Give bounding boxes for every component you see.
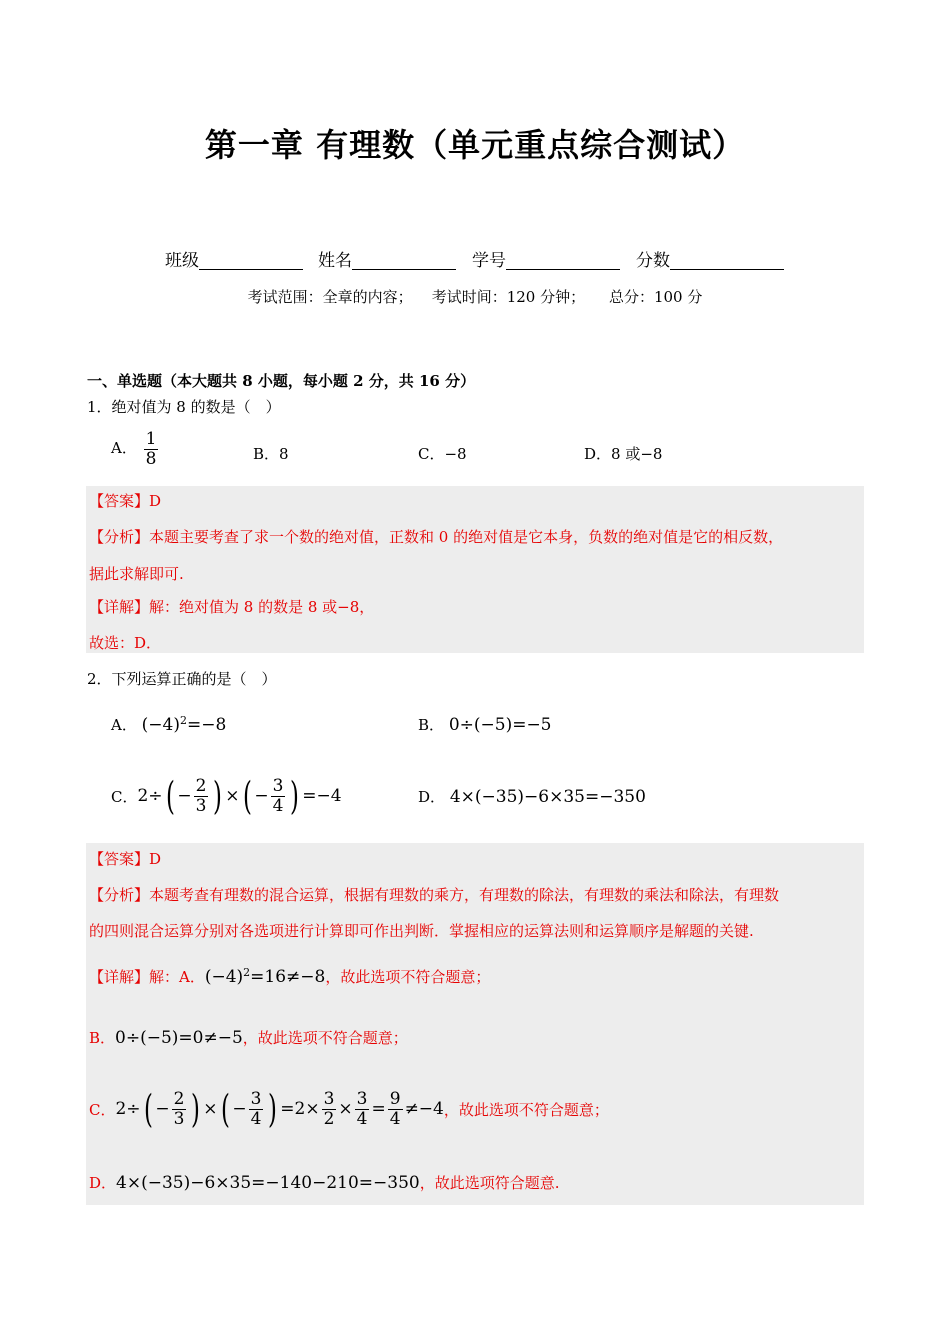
q2-option-c-num2: 3 — [272, 775, 284, 796]
section-heading: 一、单选题（本大题共 8 小题，每小题 2 分，共 16 分） — [87, 372, 476, 390]
q2-option-c-lparen1: ( — [165, 774, 175, 818]
q2-detail-c-end: ≠−4 — [404, 1099, 444, 1119]
q1-option-c: C．−8 — [418, 445, 467, 463]
name-label: 姓名 — [318, 251, 352, 271]
q2-option-b — [418, 714, 552, 735]
id-blank — [506, 251, 620, 270]
q1-stem: 1．绝对值为 8 的数是（ ） — [87, 398, 281, 416]
q2-detail-b — [89, 1027, 408, 1048]
score-field — [636, 246, 784, 271]
q2-detail-c — [89, 1082, 609, 1136]
q2-option-d-label: D． — [418, 788, 446, 806]
q2-option-a — [111, 714, 226, 735]
q2-detail-d-tail: ，故此选项符合题意. — [419, 1174, 560, 1192]
q2-detail-c-num3: 3 — [323, 1088, 335, 1109]
q2-detail-c-num5: 9 — [389, 1088, 401, 1109]
q2-detail-c-den3: 2 — [323, 1108, 335, 1129]
q2-detail-c-frac1 — [172, 1090, 187, 1128]
q2-option-c-times: × — [225, 786, 240, 806]
q2-analysis-line2: 的四则混合运算分别对各选项进行计算即可作出判断．掌握相应的运算法则和运算顺序是解题的关键. — [89, 922, 754, 940]
q2-option-a-label: A． — [111, 716, 137, 734]
q2-detail-c-frac3 — [322, 1090, 337, 1128]
q2-detail-c-label: C． — [89, 1100, 116, 1119]
q2-detail-c-tail: ，故此选项不符合题意； — [443, 1100, 609, 1119]
q1-option-a-label: A． — [111, 439, 137, 458]
q2-detail-a — [89, 966, 490, 987]
q2-detail-c-den1: 3 — [173, 1108, 185, 1129]
q2-option-c-rparen1: ) — [213, 774, 223, 818]
q2-detail-c-pre: 2÷ — [115, 1099, 141, 1119]
q2-detail-c-rparen1: ) — [191, 1087, 201, 1131]
q2-detail-a-label: 【详解】解：A． — [89, 968, 205, 986]
q2-option-c-pre: 2÷ — [137, 786, 163, 806]
q2-option-c-sign2: − — [254, 786, 269, 806]
q2-option-a-base: (−4) — [141, 715, 180, 735]
name-field — [318, 246, 456, 271]
q1-option-a-num: 1 — [145, 429, 157, 449]
q2-detail-a-rhs: =16≠−8 — [250, 967, 326, 987]
q1-analysis-line2: 据此求解即可. — [89, 565, 184, 583]
q2-option-c-rhs: =−4 — [302, 786, 342, 806]
q2-option-c-rparen2: ) — [290, 774, 300, 818]
q2-detail-c-times1: × — [203, 1099, 218, 1119]
q2-detail-c-frac2 — [249, 1090, 264, 1128]
q2-detail-d-label: D． — [89, 1174, 117, 1192]
q2-detail-c-expr — [115, 1087, 444, 1131]
q1-detail: 【详解】解：绝对值为 8 的数是 8 或−8， — [89, 598, 375, 616]
q1-choose: 故选：D． — [89, 634, 162, 652]
q2-option-d-expr: 4×(−35)−6×35=−350 — [449, 787, 646, 807]
q2-detail-c-times2: × — [338, 1099, 353, 1119]
q1-option-a-fraction — [144, 430, 159, 468]
q2-detail-c-sign2: − — [232, 1099, 247, 1119]
q2-detail-c-sign1: − — [155, 1099, 170, 1119]
q2-analysis-line1: 【分析】本题考查有理数的混合运算，根据有理数的乘方，有理数的除法，有理数的乘法和除法，有理数 — [89, 886, 780, 904]
class-field — [165, 246, 303, 271]
q2-detail-c-den4: 4 — [356, 1108, 368, 1129]
q2-detail-c-den5: 4 — [389, 1108, 401, 1129]
q2-detail-b-tail: ，故此选项不符合题意； — [242, 1029, 408, 1047]
q2-option-a-rhs: =−8 — [186, 715, 227, 735]
q2-detail-d — [89, 1172, 560, 1193]
q2-option-c-frac1 — [194, 777, 209, 815]
q2-detail-c-lparen2: ( — [220, 1087, 230, 1131]
q2-detail-b-label: B． — [89, 1029, 116, 1047]
q2-detail-c-frac4 — [355, 1090, 370, 1128]
q2-detail-a-base: (−4) — [204, 967, 244, 987]
q1-analysis-line1: 【分析】本题主要考查了求一个数的绝对值，正数和 0 的绝对值是它本身，负数的绝对值是它的相反数， — [89, 528, 784, 546]
q2-option-c-frac2 — [271, 777, 286, 815]
name-blank — [352, 251, 456, 270]
q2-detail-a-exp: 2 — [243, 966, 251, 979]
q2-detail-c-den2: 4 — [250, 1108, 262, 1129]
q2-option-c-lparen2: ( — [242, 774, 252, 818]
id-field — [472, 246, 620, 271]
exam-scope: 考试范围：全章的内容； 考试时间：120 分钟； 总分：100 分 — [247, 288, 703, 306]
q1-option-a — [111, 430, 160, 468]
q2-option-c-den1: 3 — [195, 795, 207, 816]
q2-detail-c-rparen2: ) — [268, 1087, 278, 1131]
q2-stem: 2．下列运算正确的是（ ） — [87, 670, 277, 688]
q2-detail-c-lparen1: ( — [143, 1087, 153, 1131]
q2-answer: 【答案】D — [89, 850, 162, 868]
q2-detail-c-num1: 2 — [173, 1088, 185, 1109]
page-title: 第一章 有理数（单元重点综合测试） — [204, 126, 746, 164]
class-blank — [199, 251, 303, 270]
q2-option-c-sign1: − — [177, 786, 192, 806]
q2-option-c-num1: 2 — [195, 775, 207, 796]
q2-detail-c-equals: = — [371, 1099, 386, 1119]
q2-option-b-expr: 0÷(−5)=−5 — [448, 715, 552, 735]
q2-detail-b-expr: 0÷(−5)=0≠−5 — [115, 1028, 243, 1048]
q1-option-a-den: 8 — [145, 448, 157, 469]
q2-detail-c-num4: 3 — [356, 1088, 368, 1109]
class-label: 班级 — [165, 251, 199, 271]
score-blank — [670, 251, 784, 270]
q1-answer: 【答案】D — [89, 492, 162, 510]
id-label: 学号 — [472, 251, 506, 271]
q2-detail-c-frac5 — [388, 1090, 403, 1128]
q2-detail-a-tail: ，故此选项不符合题意； — [325, 968, 491, 986]
q2-option-a-exp: 2 — [179, 714, 187, 727]
q2-detail-d-expr: 4×(−35)−6×35=−140−210=−350 — [116, 1173, 420, 1193]
q1-option-b: B．8 — [253, 445, 289, 463]
q2-detail-c-mid: =2× — [280, 1099, 320, 1119]
q1-option-d: D．8 或−8 — [584, 445, 663, 463]
q2-option-d — [418, 786, 646, 807]
q2-option-c — [111, 770, 342, 822]
q2-option-b-label: B． — [418, 716, 445, 734]
q2-option-c-label: C． — [111, 787, 138, 806]
q2-detail-c-num2: 3 — [250, 1088, 262, 1109]
score-label: 分数 — [636, 251, 670, 271]
q2-option-c-den2: 4 — [272, 795, 284, 816]
q1-answer-box — [86, 486, 864, 653]
